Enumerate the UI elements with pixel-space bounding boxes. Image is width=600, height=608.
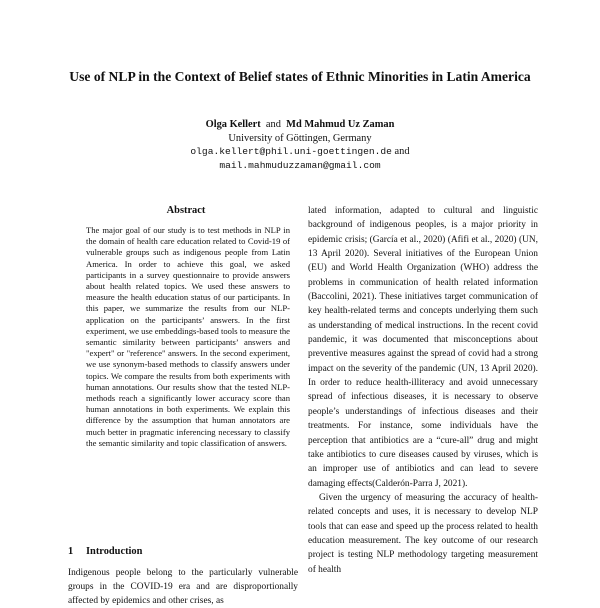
right-column (308, 204, 538, 577)
affiliation: University of Göttingen, Germany (228, 132, 372, 144)
introduction-left-text: Indigenous people belong to the particularly vulnerable groups in the COVID-19 era and are disproportionally affected by epidemics and other crises, as (68, 568, 298, 606)
abstract-text: The major goal of our study is to test methods in NLP in the domain of health care education related to Covid-19 of vulnerable groups such as indigenous people from Latin America. In order to achieve this goal, we asked participants in a survey questionnaire to provide answers about health related topics. We used these answers to measure the health education status of our participants. In this paper, we summarize the results from our NLP-application on the participants’ answers. In the first experiment, we use embeddings-based tools to measure the semantic similarity between participants’ answers and "expert" or "reference" answers. In the second experiment, we use synonym-based methods to classify answers under topics. We compare the results from both experiments with human annotations. Our results show that the tested NLP-methods reach a significantly lower accuracy score than human annotations in both experiments. We explain this difference by the assumption that human annotators are much better in pragmatic inferencing necessary to classify the semantic similarity and topic classification of answers. (86, 225, 290, 448)
author-2: Md Mahmud Uz Zaman (286, 119, 395, 130)
author-names (100, 118, 500, 132)
email-conjunction: and (394, 146, 410, 158)
introduction-heading (68, 546, 298, 557)
author-1: Olga Kellert (205, 119, 261, 130)
author-block (100, 118, 500, 172)
paper-title: Use of NLP in the Context of Belief states of Ethnic Minorities in Latin America (69, 69, 531, 84)
abstract-heading: Abstract (166, 205, 206, 216)
email-2[interactable]: mail.mahmuduzzaman@gmail.com (219, 159, 381, 171)
section-title: Introduction (86, 546, 143, 557)
right-paragraph-2: Given the urgency of measuring the accuracy of health-related concepts and uses, it is necessary to develop NLP tools that can ease and speed up the process related to health education measurement. The key outcome of our research project is testing NLP methodology targeting measurement of health (308, 492, 538, 575)
right-paragraph-1: lated information, adapted to cultural and linguistic background of indigenous peoples, is a major priority in epidemic crisis; (García et al., 2020) (Afifi et al., 2020) (UN, 13 April 2020). Several initiatives of the European Union (EU) and World Health Organization (WHO) address the problems in communication of health related information (Baccolini, 2021). These initiatives target communication of key health-related terms and concepts underlying them such as understanding of medical instructions. In the recent covid pandemic, it was documented that misconceptions about preventive measures against the spread of covid had a strong impact on the severity of the pandemic (UN, 13 April 2020). In order to reduce health-illiteracy and avoid unnecessary spread of infectious diseases, it is necessary to observe people’s understandings of infectious diseases and their treatments. For instance, some individuals have the perception that antibiotics are a “cure-all” drug and might take antibiotics to cure diseases caused by viruses, which is an improper use of antibiotics and can lead to severe damaging effects(Calderón-Parra J, 2021). (308, 206, 538, 489)
author-conjunction: and (265, 119, 281, 130)
email-1[interactable]: olga.kellert@phil.uni-goettingen.de (190, 146, 392, 158)
section-number: 1 (68, 546, 74, 557)
